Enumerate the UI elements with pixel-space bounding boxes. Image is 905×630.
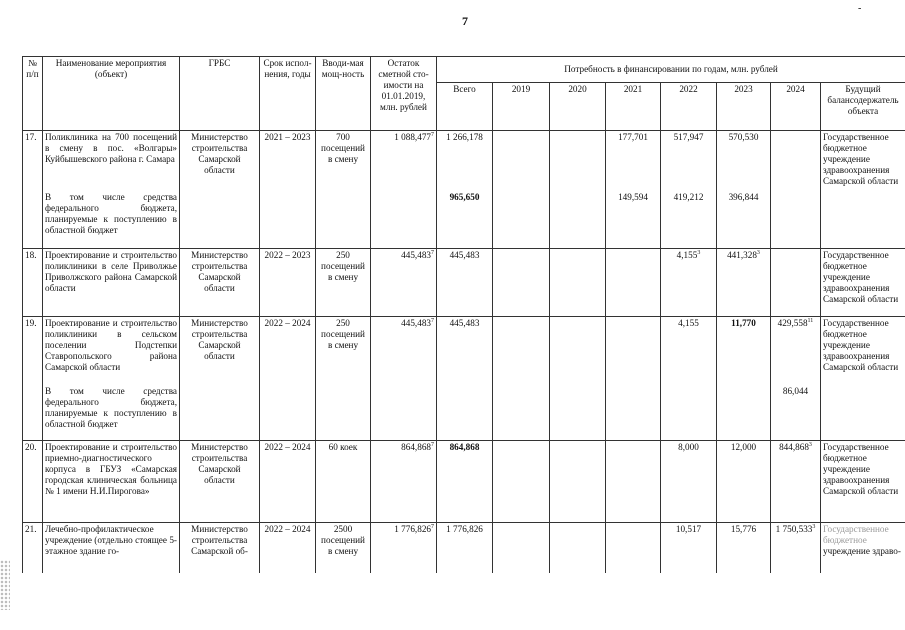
row-2023: 441,328$^3$ [717, 249, 771, 317]
row-grbs: Министерство строительства Самарской области [180, 249, 260, 317]
page-number: 7 [462, 14, 468, 28]
row-term: 2022 – 2024 [260, 441, 316, 523]
row-name: Проектирование и строительство приемно-диагностического корпуса в ГБУЗ «Самарская городская клиническая больница № 1 имени Н.И.Пирогова» [43, 441, 180, 523]
row-term: 2022 – 2024 [260, 523, 316, 573]
row-2022: 10,517 [661, 523, 717, 573]
header-year-2023: 2023 [717, 83, 771, 131]
row-holder-text: учреждение здраво- [823, 546, 901, 556]
row-2024: 844,868$^3$ [771, 441, 821, 523]
row-balance: 445,483$^7$ [371, 317, 437, 385]
row-2023: 15,776 [717, 523, 771, 573]
header-year-2021: 2021 [606, 83, 661, 131]
header-total: Всего [437, 83, 493, 131]
table-row [23, 131, 905, 191]
row-2024: 1 750,533$^3$ [771, 523, 821, 573]
row-num: 19. [23, 317, 43, 385]
row-total: 1 266,178 [437, 131, 493, 191]
row-grbs: Министерство строительства Самарской области [180, 131, 260, 191]
header-capacity: Вводи-мая мощ-ность [316, 57, 371, 131]
row-2023: 570,530 [717, 131, 771, 191]
row-term: 2021 – 2023 [260, 131, 316, 191]
header-holder: Будущий балансодержатель объекта [821, 83, 905, 131]
row-2022: 419,212 [661, 191, 717, 249]
table-row [23, 523, 905, 573]
row-2023: 396,844 [717, 191, 771, 249]
row-term: 2022 – 2023 [260, 249, 316, 317]
header-term: Срок испол-нения, годы [260, 57, 316, 131]
row-balance: 864,868$^7$ [371, 441, 437, 523]
row-holder: Государственное бюджетное учреждение здравоохранения Самарской области [821, 131, 905, 191]
header-year-2020: 2020 [550, 83, 606, 131]
row-2024: 86,044 [771, 385, 821, 441]
row-sub-text: В том числе средства федерального бюджета, планируемые к поступлению в областной бюджет [43, 191, 180, 249]
row-name: Поликлиника на 700 посещений в смену в пос. «Волгары» Куйбышевского района г. Самара [43, 131, 180, 191]
table-subrow [23, 191, 905, 249]
row-total: 445,483 [437, 317, 493, 385]
scan-speckle [0, 560, 10, 610]
row-total: 1 776,826 [437, 523, 493, 573]
row-holder-faded: Государственное бюджетное [823, 524, 889, 545]
table-subrow [23, 385, 905, 441]
row-holder [821, 523, 905, 573]
row-2022: 4,155 [661, 317, 717, 385]
header-year-2022: 2022 [661, 83, 717, 131]
row-balance: 445,483$^7$ [371, 249, 437, 317]
row-2021: 149,594 [606, 191, 661, 249]
row-capacity: 700 посещений в смену [316, 131, 371, 191]
row-total: 445,483 [437, 249, 493, 317]
row-grbs: Министерство строительства Самарской об- [180, 523, 260, 573]
row-2022: 4,155$^3$ [661, 249, 717, 317]
row-num: 18. [23, 249, 43, 317]
row-capacity: 250 посещений в смену [316, 317, 371, 385]
header-grbs: ГРБС [180, 57, 260, 131]
row-total: 864,868 [437, 441, 493, 523]
header-year-2024: 2024 [771, 83, 821, 131]
financing-table [22, 56, 905, 573]
row-num: 21. [23, 523, 43, 573]
row-capacity: 60 коек [316, 441, 371, 523]
row-holder: Государственное бюджетное учреждение здравоохранения Самарской области [821, 317, 905, 385]
table-row [23, 249, 905, 317]
row-holder: Государственное бюджетное учреждение здравоохранения Самарской области [821, 249, 905, 317]
table-row [23, 317, 905, 385]
corner-mark: - [858, 3, 862, 14]
row-holder: Государственное бюджетное учреждение здравоохранения Самарской области [821, 441, 905, 523]
row-2024: 429,558$^{11}$ [771, 317, 821, 385]
row-term: 2022 – 2024 [260, 317, 316, 385]
row-name: Проектирование и строительство поликлиники в селе Приволжье Приволжского района Самарской области [43, 249, 180, 317]
row-name: Проектирование и строительство поликлиники в сельском поселении Подстепки Ставропольского района Самарской области [43, 317, 180, 385]
header-num: № п/п [23, 57, 43, 131]
row-total: 965,650 [437, 191, 493, 249]
row-name: Лечебно-профилактическое учреждение (отдельно стоящее 5-этажное здание го- [43, 523, 180, 573]
row-sub-text: В том числе средства федерального бюджета, планируемые к поступлению в областной бюджет [43, 385, 180, 441]
row-grbs: Министерство строительства Самарской области [180, 441, 260, 523]
row-2023: 12,000 [717, 441, 771, 523]
row-num: 20. [23, 441, 43, 523]
row-capacity: 250 посещений в смену [316, 249, 371, 317]
header-name: Наименование мероприятия (объект) [43, 57, 180, 131]
row-num: 17. [23, 131, 43, 191]
header-year-2019: 2019 [493, 83, 550, 131]
table-row [23, 441, 905, 523]
header-balance: Остаток сметной сто-имости на 01.01.2019, млн. рублей [371, 57, 437, 131]
row-2021: 177,701 [606, 131, 661, 191]
row-2023: 11,770 [717, 317, 771, 385]
row-balance: 1 776,826$^7$ [371, 523, 437, 573]
row-capacity: 2500 посещений в смену [316, 523, 371, 573]
row-grbs: Министерство строительства Самарской области [180, 317, 260, 385]
row-2022: 8,000 [661, 441, 717, 523]
row-balance: 1 088,477$^7$ [371, 131, 437, 191]
row-2022: 517,947 [661, 131, 717, 191]
header-need: Потребность в финансировании по годам, млн. рублей [437, 57, 905, 83]
